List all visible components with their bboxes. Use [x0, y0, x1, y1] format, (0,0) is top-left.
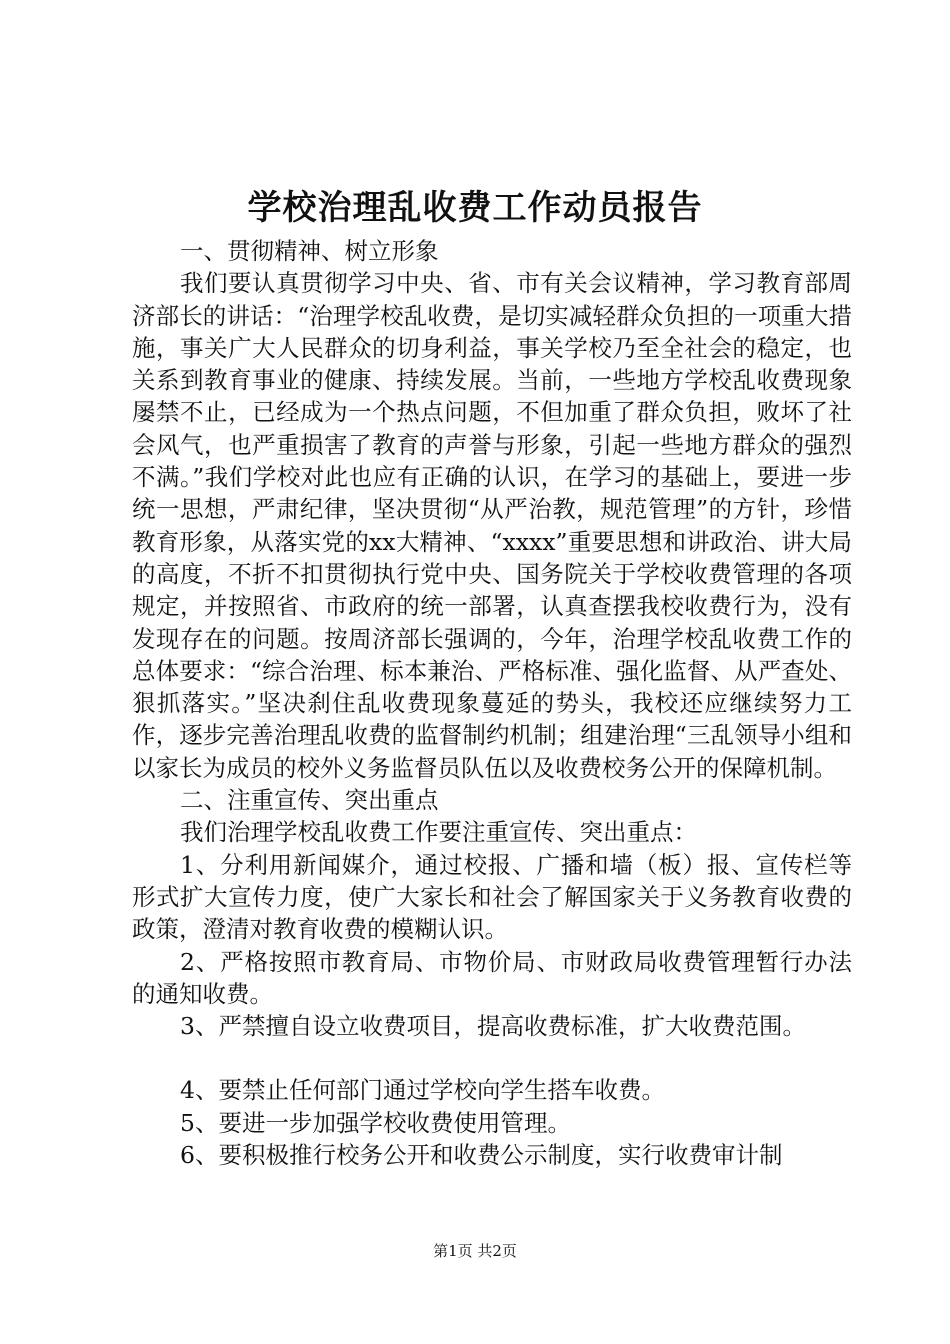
list-item-2: 2、严格按照市教育局、市物价局、市财政局收费管理暂行办法的通知收费。 [132, 947, 852, 1008]
list-item-6: 6、要积极推行校务公开和收费公示制度，实行收费审计制 [180, 1141, 783, 1170]
document-title: 学校治理乱收费工作动员报告 [247, 188, 703, 228]
section-heading-1: 一、贯彻精神、树立形象 [180, 237, 439, 265]
blank-line [132, 1042, 852, 1074]
paragraph-2: 我们治理学校乱收费工作要注重宣传、突出重点： [180, 818, 697, 847]
list-item-4: 4、要禁止任何部门通过学校向学生搭车收费。 [180, 1076, 665, 1105]
list-item-3: 3、严禁擅自设立收费项目，提高收费标准，扩大收费范围。 [180, 1012, 806, 1041]
section-heading-2: 二、注重宣传、突出重点 [180, 786, 439, 815]
list-item-1: 1、分利用新闻媒介，通过校报、广播和墙（板）报、宣传栏等形式扩大宣传力度，使广大家长和社会了解国家关于义务教育收费的政策，澄清对教育收费的模糊认识。 [132, 850, 852, 944]
page-footer: 第1页 共2页 [433, 1242, 517, 1260]
list-item-5: 5、要进一步加强学校收费使用管理。 [180, 1108, 571, 1137]
paragraph-1: 我们要认真贯彻学习中央、省、市有关会议精神，学习教育部周济部长的讲话：“治理学校乱收费，是切实减轻群众负担的一项重大措施，事关广大人民群众的切身利益，事关学校乃至全社会的稳定，也关系到教育事业的健康、持续发展。当前，一些地方学校乱收费现象屡禁不止，已经成为一个热点问题，不但加重了群众负担，败坏了社会风气，也严重损害了教育的声誉与形象，引起一些地方群众的强烈不满。”我们学校对此也应有正确的认识，在学习的基础上，要进一步统一思想，严肃纪律，坚决贯彻“从严治教，规范管理”的方针，珍惜教育形象，从落实党的xx大精神、“xxxx”重要思想和讲政治、讲大局的高度，不折不扣贯彻执行党中央、国务院关于学校收费管理的各项规定，并按照省、市政府的统一部署，认真查摆我校收费行为，没有发现存在的问题。按周济部长强调的，今年，治理学校乱收费工作的总体要求：“综合治理、标本兼治、严格标准、强化监督、从严查处、狠抓落实。”坚决刹住乱收费现象蔓延的势头，我校还应继续努力工作，逐步完善治理乱收费的监督制约机制；组建治理“三乱领导小组和以家长为成员的校外义务监督员队伍以及收费校务公开的保障机制。 [132, 269, 852, 782]
document-body [132, 235, 852, 1171]
